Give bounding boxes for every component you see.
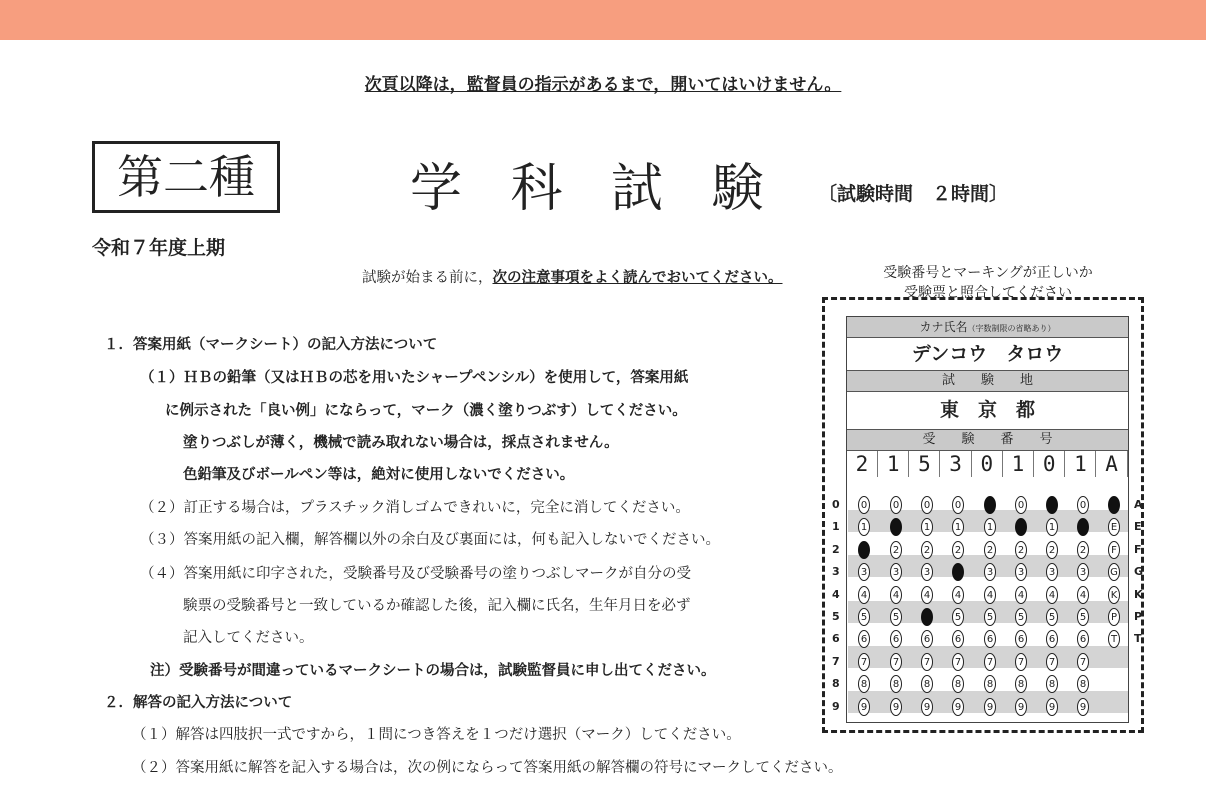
bubble: 8 bbox=[952, 675, 964, 693]
bubble: 1 bbox=[858, 518, 870, 536]
exam-site: 東 京 都 bbox=[847, 392, 1128, 430]
row-number: 1 bbox=[832, 520, 840, 534]
bubble: 7 bbox=[952, 653, 964, 671]
exam-number-digit: 5 bbox=[909, 451, 940, 477]
instruction-line: （１）解答は四肢択一式ですから，１問につき答えを１つだけ選択（マーク）してください。 bbox=[132, 727, 741, 743]
bubble: 6 bbox=[1077, 630, 1089, 648]
letter-label: E bbox=[1134, 520, 1142, 534]
sheet-check-note: 受験番号とマーキングが正しいか 受験票と照合してください bbox=[883, 265, 1093, 301]
bubble: E bbox=[1108, 518, 1120, 536]
filled-bubble bbox=[984, 496, 996, 514]
bubble: 8 bbox=[1046, 675, 1058, 693]
bubble: 8 bbox=[858, 675, 870, 693]
bubble: 3 bbox=[921, 563, 933, 581]
section-heading-1: １．答案用紙（マークシート）の記入方法について bbox=[104, 337, 438, 353]
instruction-line: 塗りつぶしが薄く，機械で読み取れない場合は，採点されません。 bbox=[183, 435, 619, 451]
filled-bubble bbox=[1108, 496, 1120, 514]
bubble: 1 bbox=[1046, 518, 1058, 536]
bubble: 3 bbox=[890, 563, 902, 581]
row-number: 9 bbox=[832, 699, 840, 713]
letter-label: A bbox=[1134, 498, 1143, 511]
bubble: 0 bbox=[858, 496, 870, 514]
bubble: 5 bbox=[984, 608, 996, 626]
bubble: 1 bbox=[984, 518, 996, 536]
bubble: 8 bbox=[1015, 675, 1027, 693]
bubble: 2 bbox=[921, 541, 933, 559]
bubble: 4 bbox=[1046, 586, 1058, 604]
bubble: 2 bbox=[1077, 541, 1089, 559]
bubble: 6 bbox=[952, 630, 964, 648]
exam-number-digit: 2 bbox=[847, 451, 878, 477]
exam-kind-box: 第二種 bbox=[92, 141, 280, 213]
row-number: 6 bbox=[832, 632, 840, 646]
bubble: 0 bbox=[921, 496, 933, 514]
bubble: 0 bbox=[1077, 496, 1089, 514]
bubble: 9 bbox=[984, 698, 996, 716]
exam-period: 令和７年度上期 bbox=[92, 237, 226, 259]
bubble: 2 bbox=[1046, 541, 1058, 559]
bubble: 7 bbox=[1077, 653, 1089, 671]
bubble: 7 bbox=[1015, 653, 1027, 671]
bubble: 6 bbox=[921, 630, 933, 648]
exam-number-digit: 3 bbox=[941, 451, 972, 477]
bubble: 4 bbox=[890, 586, 902, 604]
exam-title: 学 科 試 験 bbox=[410, 159, 780, 219]
bubble: 9 bbox=[1046, 698, 1058, 716]
row-number: 2 bbox=[832, 542, 840, 556]
bubble: 9 bbox=[1015, 698, 1027, 716]
bubble: 8 bbox=[984, 675, 996, 693]
instruction-line: 色鉛筆及びボールペン等は，絶対に使用しないでください。 bbox=[183, 467, 575, 483]
row-number: 3 bbox=[832, 565, 840, 579]
bubble: 9 bbox=[890, 698, 902, 716]
bubble: 1 bbox=[921, 518, 933, 536]
filled-bubble bbox=[921, 608, 933, 626]
bubble: 0 bbox=[890, 496, 902, 514]
bubble: 6 bbox=[1015, 630, 1027, 648]
instruction-line: に例示された「良い例」にならって，マーク（濃く塗りつぶす）してください。 bbox=[165, 403, 687, 419]
bubble: 3 bbox=[1046, 563, 1058, 581]
filled-bubble bbox=[858, 541, 870, 559]
bubble: 6 bbox=[890, 630, 902, 648]
exam-number-digit: 1 bbox=[1003, 451, 1034, 477]
pre-exam-notice: 試験が始まる前に，次の注意事項をよく読んでおいてください。 bbox=[362, 270, 783, 286]
exam-time: 〔試験時間 ２時間〕 bbox=[818, 183, 1009, 205]
exam-number-digit: 0 bbox=[972, 451, 1003, 477]
instruction-line: 験票の受験番号と一致しているか確認した後，記入欄に氏名，生年月日を必ず bbox=[183, 598, 691, 614]
bubble: 9 bbox=[921, 698, 933, 716]
exam-number-digit: 1 bbox=[1065, 451, 1096, 477]
section-heading-2: ２．解答の記入方法について bbox=[104, 695, 293, 711]
bubble: 8 bbox=[1077, 675, 1089, 693]
bubble: 2 bbox=[984, 541, 996, 559]
bubble: 4 bbox=[1077, 586, 1089, 604]
bubble: F bbox=[1108, 541, 1120, 559]
letter-label: K bbox=[1134, 587, 1143, 601]
bubble: P bbox=[1108, 608, 1120, 626]
instruction-line: （２）訂正する場合は，プラスチック消しゴムできれいに，完全に消してください。 bbox=[140, 500, 690, 516]
bubble: 9 bbox=[952, 698, 964, 716]
row-number: 7 bbox=[832, 654, 840, 668]
bubble: 6 bbox=[1046, 630, 1058, 648]
letter-label: G bbox=[1134, 565, 1144, 579]
bubble: 9 bbox=[858, 698, 870, 716]
instruction-line: （２）答案用紙に解答を記入する場合は，次の例にならって答案用紙の解答欄の符号にマークしてください。 bbox=[132, 760, 843, 776]
bubble: 7 bbox=[921, 653, 933, 671]
bubble: 6 bbox=[984, 630, 996, 648]
bubble: 1 bbox=[952, 518, 964, 536]
filled-bubble bbox=[1046, 496, 1058, 514]
bubble: 5 bbox=[952, 608, 964, 626]
instruction-line: （３）答案用紙の記入欄，解答欄以外の余白及び裏面には，何も記入しないでください。 bbox=[140, 532, 720, 548]
bubble: 7 bbox=[858, 653, 870, 671]
instruction-line: （１）ＨＢの鉛筆（又はＨＢの芯を用いたシャープペンシル）を使用して，答案用紙 bbox=[140, 370, 689, 386]
bubble: 6 bbox=[858, 630, 870, 648]
bubble: 2 bbox=[890, 541, 902, 559]
candidate-name: デンコウ タロウ bbox=[847, 338, 1128, 371]
bubble: 5 bbox=[858, 608, 870, 626]
bubble: 3 bbox=[858, 563, 870, 581]
bubble: 5 bbox=[1015, 608, 1027, 626]
letter-label: F bbox=[1134, 542, 1142, 556]
bubble: 8 bbox=[890, 675, 902, 693]
bubble: 7 bbox=[984, 653, 996, 671]
row-number: 0 bbox=[832, 498, 840, 511]
bubble: 4 bbox=[952, 586, 964, 604]
row-number: 8 bbox=[832, 677, 840, 691]
number-label: 受 験 番 号 bbox=[847, 430, 1128, 451]
letter-label: P bbox=[1134, 610, 1143, 623]
top-color-band bbox=[0, 0, 1206, 40]
exam-number-digit: 0 bbox=[1034, 451, 1065, 477]
bubble: 4 bbox=[984, 586, 996, 604]
bubble: 3 bbox=[984, 563, 996, 581]
bubble: 9 bbox=[1077, 698, 1089, 716]
do-not-open-warning: 次頁以降は，監督員の指示があるまで，開いてはいけません。 bbox=[364, 75, 842, 95]
bubble: 3 bbox=[1015, 563, 1027, 581]
exam-number-digit: A bbox=[1097, 451, 1128, 477]
site-label: 試 験 地 bbox=[847, 371, 1128, 392]
bubble: 0 bbox=[952, 496, 964, 514]
bubble: 2 bbox=[952, 541, 964, 559]
bubble: 4 bbox=[858, 586, 870, 604]
bubble: 0 bbox=[1015, 496, 1027, 514]
instruction-note: 注）受験番号が間違っているマークシートの場合は，試験監督員に申し出てください。 bbox=[150, 663, 716, 679]
bubble: G bbox=[1108, 563, 1120, 581]
kana-label-row: カナ氏名（字数制限の省略あり） bbox=[847, 317, 1128, 338]
row-number: 4 bbox=[832, 587, 840, 601]
bubble: 5 bbox=[890, 608, 902, 626]
row-number: 5 bbox=[832, 610, 840, 623]
bubble: 7 bbox=[1046, 653, 1058, 671]
exam-number-digit: 1 bbox=[878, 451, 909, 477]
bubble: 5 bbox=[1077, 608, 1089, 626]
bubble: 3 bbox=[1077, 563, 1089, 581]
letter-label: T bbox=[1134, 632, 1142, 646]
bubble: 4 bbox=[1015, 586, 1027, 604]
bubble: K bbox=[1108, 586, 1120, 604]
bubble: 5 bbox=[1046, 608, 1058, 626]
bubble: 8 bbox=[921, 675, 933, 693]
bubble: 7 bbox=[890, 653, 902, 671]
bubble: T bbox=[1108, 630, 1120, 648]
bubble: 4 bbox=[921, 586, 933, 604]
bubble: 2 bbox=[1015, 541, 1027, 559]
instruction-line: 記入してください。 bbox=[183, 630, 314, 646]
instruction-line: （４）答案用紙に印字された，受験番号及び受験番号の塗りつぶしマークが自分の受 bbox=[140, 566, 691, 582]
